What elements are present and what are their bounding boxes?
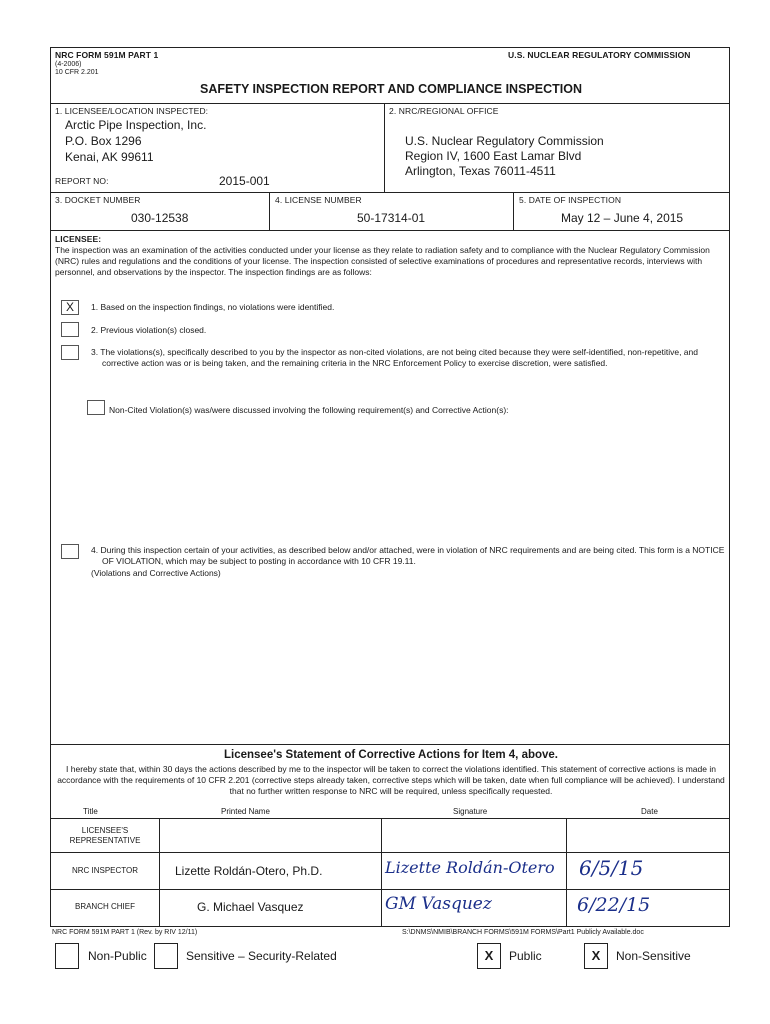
public-label: Public <box>509 949 542 963</box>
sensitive-label: Sensitive – Security-Related <box>186 949 337 963</box>
statement-title: Licensee's Statement of Corrective Actions for Item 4, above. <box>224 749 558 761</box>
docket-label: 3. DOCKET NUMBER <box>55 195 141 205</box>
col-date-header: Date <box>641 807 658 816</box>
nonpublic-checkbox[interactable] <box>55 943 79 969</box>
item4-subtext: (Violations and Corrective Actions) <box>91 568 221 578</box>
branch-chief-signature: GM Vasquez <box>385 894 492 914</box>
item4-checkbox[interactable] <box>61 544 79 559</box>
inspection-intro: The inspection was an examination of the activities conducted under your license as they relate to radiation safety and to compliance with the Nuclear Regulatory Commission (NRC) rules and regulations and the conditions of your license. The inspection consisted of selective examinations of procedures and representative records, interviews with personnel, and observations by the inspector. The inspection findings are as follows: <box>55 245 710 277</box>
inspection-form <box>50 47 730 927</box>
form-date: (4-2006) <box>55 61 82 68</box>
regional-office-line1: U.S. Nuclear Regulatory Commission <box>405 134 604 148</box>
file-path: S:\DNMS\NMIB\BRANCH FORMS\591M FORMS\Part1 Publicly Available.doc <box>402 929 644 936</box>
form-id: NRC FORM 591M PART 1 <box>55 50 159 60</box>
regional-office-label: 2. NRC/REGIONAL OFFICE <box>389 106 499 116</box>
docket-number: 030-12538 <box>131 211 189 225</box>
licensee-rep-title: LICENSEE'S REPRESENTATIVE <box>69 826 141 845</box>
item4-text: 4. During this inspection certain of your activities, as described below and/or attached, were in violation of NRC requirements and are being cited. This form is a NOTICE OF VIOLATION, which may be subject to posting in accordance with 10 CFR 19.11. <box>91 545 725 566</box>
agency-name: U.S. NUCLEAR REGULATORY COMMISSION <box>508 50 691 60</box>
statement-text: I hereby state that, within 30 days the actions described by me to the inspector will be taken to correct the violations identified. This statement of corrective actions is made in accordance with the requirements of 10 CFR 2.201 (corrective steps already taken, corrective steps which will be taken, date when full compliance will be achieved). I understand that no further written response to NRC will be required, unless specifically requested. <box>57 764 725 796</box>
sensitive-checkbox[interactable] <box>154 943 178 969</box>
nrc-inspector-signature: Lizette Roldán-Otero <box>385 858 555 877</box>
item2-text: 2. Previous violation(s) closed. <box>91 325 207 335</box>
item3-checkbox[interactable] <box>61 345 79 360</box>
nrc-inspector-name: Lizette Roldán-Otero, Ph.D. <box>175 864 323 878</box>
item3-text: 3. The violations(s), specifically described to you by the inspector as non-cited violations, are not being cited because they were self-identified, non-repetitive, and corrective action was or is being taken, and the remaining criteria in the NRC Enforcement Policy to exercise discretion, were satisfied. <box>91 347 698 368</box>
licensee-heading: LICENSEE: <box>55 234 102 244</box>
branch-chief-title: BRANCH CHIEF <box>74 902 135 911</box>
item1-checkbox[interactable]: X <box>61 300 79 315</box>
form-title: SAFETY INSPECTION REPORT AND COMPLIANCE INSPECTION <box>200 82 582 96</box>
cfr-reference: 10 CFR 2.201 <box>55 69 99 76</box>
regional-office-line2: Region IV, 1600 East Lamar Blvd <box>405 149 582 163</box>
nonsensitive-checkbox[interactable]: X <box>584 943 608 969</box>
regional-office-line3: Arlington, Texas 76011-4511 <box>405 164 556 178</box>
item2-checkbox[interactable] <box>61 322 79 337</box>
report-number: 2015-001 <box>219 174 270 188</box>
noncited-text: Non-Cited Violation(s) was/were discussed involving the following requirement(s) and Corrective Action(s): <box>109 405 509 415</box>
license-label: 4. LICENSE NUMBER <box>275 195 362 205</box>
inspection-date: May 12 – June 4, 2015 <box>561 211 684 225</box>
public-checkbox[interactable]: X <box>477 943 501 969</box>
branch-chief-date: 6/22/15 <box>577 894 651 916</box>
nrc-inspector-date: 6/5/15 <box>579 856 644 880</box>
nonsensitive-label: Non-Sensitive <box>616 949 691 963</box>
nrc-inspector-title: NRC INSPECTOR <box>71 866 139 875</box>
form-revision: NRC FORM 591M PART 1 (Rev. by RIV 12/11) <box>52 929 198 936</box>
item1-text: 1. Based on the inspection findings, no violations were identified. <box>91 302 335 312</box>
nonpublic-label: Non-Public <box>88 949 147 963</box>
inspection-date-label: 5. DATE OF INSPECTION <box>519 195 622 205</box>
col-name-header: Printed Name <box>221 807 270 816</box>
report-label: REPORT NO: <box>55 176 109 186</box>
noncited-checkbox[interactable] <box>87 400 105 415</box>
col-title-header: Title <box>83 807 98 816</box>
licensee-address2: Kenai, AK 99611 <box>65 150 154 164</box>
licensee-location-label: 1. LICENSEE/LOCATION INSPECTED: <box>55 106 209 116</box>
branch-chief-name: G. Michael Vasquez <box>197 900 304 914</box>
licensee-address1: P.O. Box 1296 <box>65 134 142 148</box>
col-signature-header: Signature <box>453 807 488 816</box>
licensee-name: Arctic Pipe Inspection, Inc. <box>65 118 207 132</box>
license-number: 50-17314-01 <box>357 211 426 225</box>
